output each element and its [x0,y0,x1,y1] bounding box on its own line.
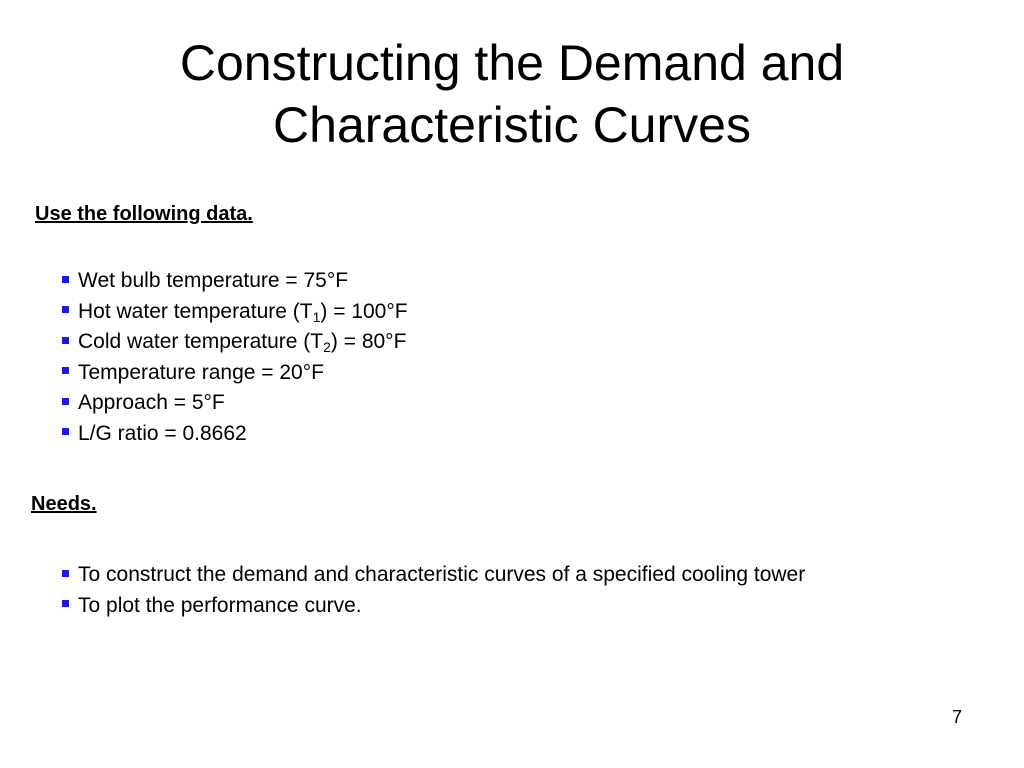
square-bullet-icon [62,398,69,405]
page-number: 7 [951,707,962,727]
bullet-text [78,297,408,327]
bullet-text-prefix: Hot water temperature (T [78,299,313,323]
list-item-wet-bulb [62,266,408,297]
list-item-plot-performance [62,591,805,622]
square-bullet-icon [62,306,69,313]
slide-title-line-2: Characteristic Curves [273,97,751,153]
subscript: 1 [312,308,321,325]
data-section-heading: Use the following data. [35,203,253,225]
square-bullet-icon [62,428,69,435]
bullet-text: Temperature range = 20°F [78,360,324,384]
bullet-text [78,327,406,357]
needs-bullet-list [62,560,805,621]
bullet-text: Approach = 5°F [78,391,225,415]
list-item-construct-curves [62,560,805,591]
square-bullet-icon [62,337,69,344]
bullet-text-suffix: ) = 100°F [320,299,408,323]
square-bullet-icon [62,367,69,374]
bullet-text-prefix: Cold water temperature (T [78,330,324,354]
bullet-text: To plot the performance curve. [78,593,362,617]
subscript: 2 [323,339,331,356]
needs-section-heading: Needs. [31,493,97,515]
data-bullet-list [62,266,408,449]
list-item-cold-water [62,327,408,358]
bullet-text-suffix: ) = 80°F [330,330,407,354]
list-item-hot-water [62,297,408,328]
list-item-lg-ratio [62,419,408,450]
bullet-text: To construct the demand and characteristic curves of a specified cooling tower [78,563,806,587]
square-bullet-icon [62,600,69,607]
list-item-temperature-range [62,358,408,389]
bullet-text: L/G ratio = 0.8662 [78,421,247,445]
square-bullet-icon [62,570,69,577]
slide-title [0,32,1024,156]
bullet-text: Wet bulb temperature = 75°F [78,269,349,293]
slide-title-line-1: Constructing the Demand and [179,35,845,91]
list-item-approach [62,388,408,419]
square-bullet-icon [62,276,69,283]
